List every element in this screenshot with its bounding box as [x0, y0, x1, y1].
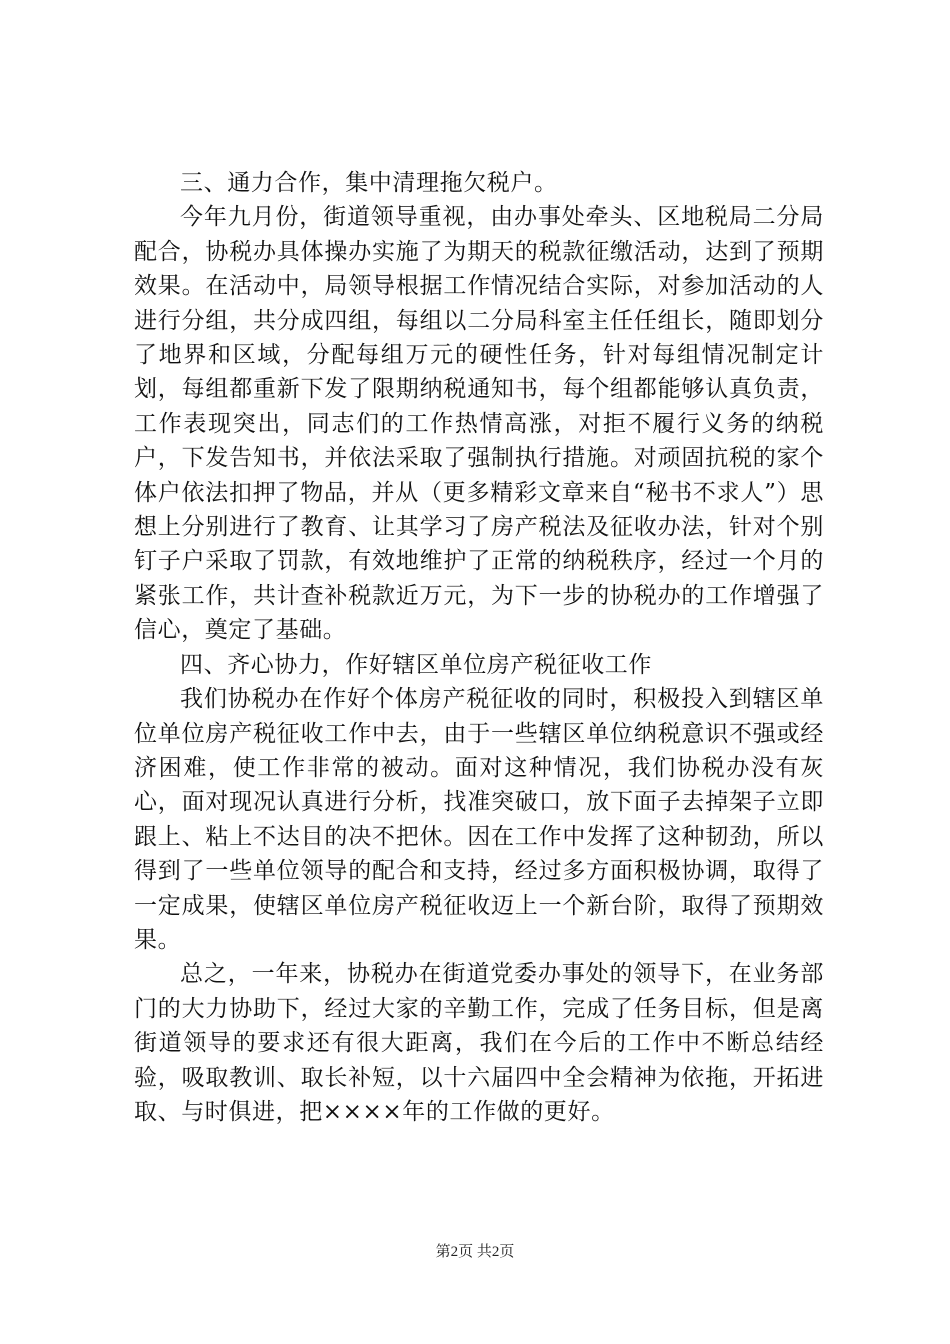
- page-footer: 第2页 共2页: [435, 1244, 515, 1260]
- section-heading-three: 三、通力合作，集中清理拖欠税户。: [180, 170, 558, 196]
- body-paragraph: 今年九月份，街道领导重视，由办事处牵头、区地税局二分局配合，协税办具体操办实施了为期天的税款征缴活动，达到了预期效果。在活动中，局领导根据工作情况结合实际，对参加活动的人进行分组，共分成四组，每组以二分局科室主任任组长，随即划分了地界和区域，分配每组万元的硬性任务，针对每组情况制定计划，每组都重新下发了限期纳税通知书，每个组都能够认真负责，工作表现突出，同志们的工作热情高涨，对拒不履行义务的纳税户，下发告知书，并依法采取了强制执行措施。对顽固抗税的家个体户依法扣押了物品，并从（更多精彩文章来自“秘书不求人”）思想上分别进行了教育、让其学习了房产税法及征收办法，针对个别钉子户采取了罚款，有效地维护了正常的纳税秩序，经过一个月的紧张工作，共计查补税款近万元，为下一步的协税办的工作增强了信心，奠定了基础。: [134, 204, 824, 644]
- section-heading-four: 四、齐心协力，作好辖区单位房产税征收工作: [180, 651, 652, 678]
- document-body: [134, 166, 824, 1129]
- summary-paragraph: 总之，一年来，协税办在街道党委办事处的领导下，在业务部门的大力协助下，经过大家的辛勤工作，完成了任务目标，但是离街道领导的要求还有很大距离，我们在今后的工作中不断总结经验，吸取教训、取长补短，以十六届四中全会精神为依拖，开拓进取、与时俱进，把××××年的工作做的更好。: [134, 961, 824, 1125]
- body-paragraph: 我们协税办在作好个体房产税征收的同时，积极投入到辖区单位单位房产税征收工作中去，由于一些辖区单位纳税意识不强或经济困难，使工作非常的被动。面对这种情况，我们协税办没有灰心，面对现况认真进行分析，找准突破口，放下面子去掉架子立即跟上、粘上不达目的决不把休。因在工作中发挥了这种韧劲，所以得到了一些单位领导的配合和支持，经过多方面积极协调，取得了一定成果，使辖区单位房产税征收迈上一个新台阶，取得了预期效果。: [134, 686, 824, 953]
